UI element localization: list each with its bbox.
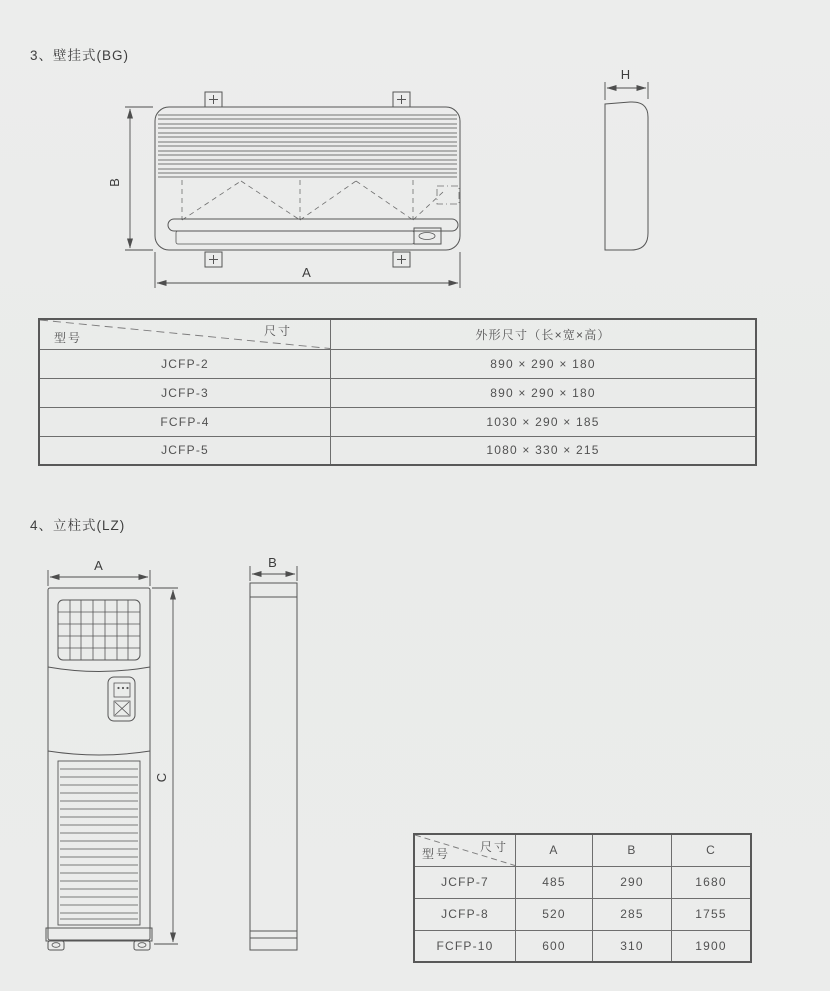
col-header-b: B xyxy=(593,834,672,866)
cell-model: FCFP-10 xyxy=(414,930,516,962)
table-row xyxy=(39,436,756,465)
dim-label-h: H xyxy=(620,67,632,82)
cell-c: 1755 xyxy=(672,898,752,930)
table-row xyxy=(414,898,751,930)
table-row xyxy=(414,930,751,962)
top-grille-grid xyxy=(58,600,140,660)
col-header-outline-size: 外形尺寸（长×宽×高） xyxy=(331,319,757,349)
outlet-recess xyxy=(176,231,414,244)
dimension-c xyxy=(152,588,178,944)
lz-front-view xyxy=(46,588,152,950)
cell-size: 1030 × 290 × 185 xyxy=(331,407,757,436)
section-bg-title: 3、壁挂式(BG) xyxy=(30,48,130,63)
cell-model: JCFP-7 xyxy=(414,866,516,898)
table-corner-cell xyxy=(39,319,331,349)
bg-dimensions-table xyxy=(38,318,757,466)
louver-grille xyxy=(158,115,457,177)
table-corner-cell xyxy=(414,834,516,866)
control-panel xyxy=(108,677,135,721)
bg-front-view xyxy=(155,92,460,267)
table-row xyxy=(39,407,756,436)
dimension-b xyxy=(125,107,153,250)
table-row xyxy=(39,378,756,407)
cell-model: JCFP-8 xyxy=(414,898,516,930)
cell-b: 290 xyxy=(593,866,672,898)
dim-label-a2: A xyxy=(94,558,104,573)
base xyxy=(46,928,152,941)
bg-diagram xyxy=(100,60,670,305)
table-header-row xyxy=(414,834,751,866)
cell-b: 285 xyxy=(593,898,672,930)
cell-a: 520 xyxy=(516,898,593,930)
cell-size: 1080 × 330 × 215 xyxy=(331,436,757,465)
cell-c: 1900 xyxy=(672,930,752,962)
col-header-a: A xyxy=(516,834,593,866)
dim-label-b2: B xyxy=(268,555,278,570)
table-header-row xyxy=(39,319,756,349)
feet xyxy=(48,941,150,950)
dimension-h xyxy=(605,82,648,100)
corner-label-size: 尺寸 xyxy=(263,324,292,338)
cell-size: 890 × 290 × 180 xyxy=(331,378,757,407)
corner-label-model: 型号 xyxy=(54,330,83,345)
table-row xyxy=(414,866,751,898)
corner-label-size: 尺寸 xyxy=(479,840,508,854)
bg-side-view xyxy=(605,102,648,250)
cell-model: JCFP-2 xyxy=(39,349,331,378)
dim-label-b: B xyxy=(107,177,122,187)
section-lz-title: 4、立柱式(LZ) xyxy=(30,518,126,533)
lz-side-view xyxy=(250,583,297,950)
mounting-brackets xyxy=(205,92,410,267)
dim-label-a: A xyxy=(302,265,312,280)
intake-grille-slats xyxy=(60,769,138,919)
lz-dimensions-table xyxy=(413,833,752,963)
cell-model: JCFP-5 xyxy=(39,436,331,465)
cell-a: 485 xyxy=(516,866,593,898)
table-row xyxy=(39,349,756,378)
cell-a: 600 xyxy=(516,930,593,962)
corner-label-model: 型号 xyxy=(422,846,451,861)
intake-grille xyxy=(58,761,140,925)
cell-model: FCFP-4 xyxy=(39,407,331,436)
cell-b: 310 xyxy=(593,930,672,962)
dim-label-c: C xyxy=(154,771,169,783)
col-header-c: C xyxy=(672,834,752,866)
cell-c: 1680 xyxy=(672,866,752,898)
airflow-guides xyxy=(182,180,443,220)
indicator-box xyxy=(414,228,441,244)
cell-size: 890 × 290 × 180 xyxy=(331,349,757,378)
indicator-lens xyxy=(419,233,435,240)
cell-model: JCFP-3 xyxy=(39,378,331,407)
lz-diagram xyxy=(30,555,330,965)
